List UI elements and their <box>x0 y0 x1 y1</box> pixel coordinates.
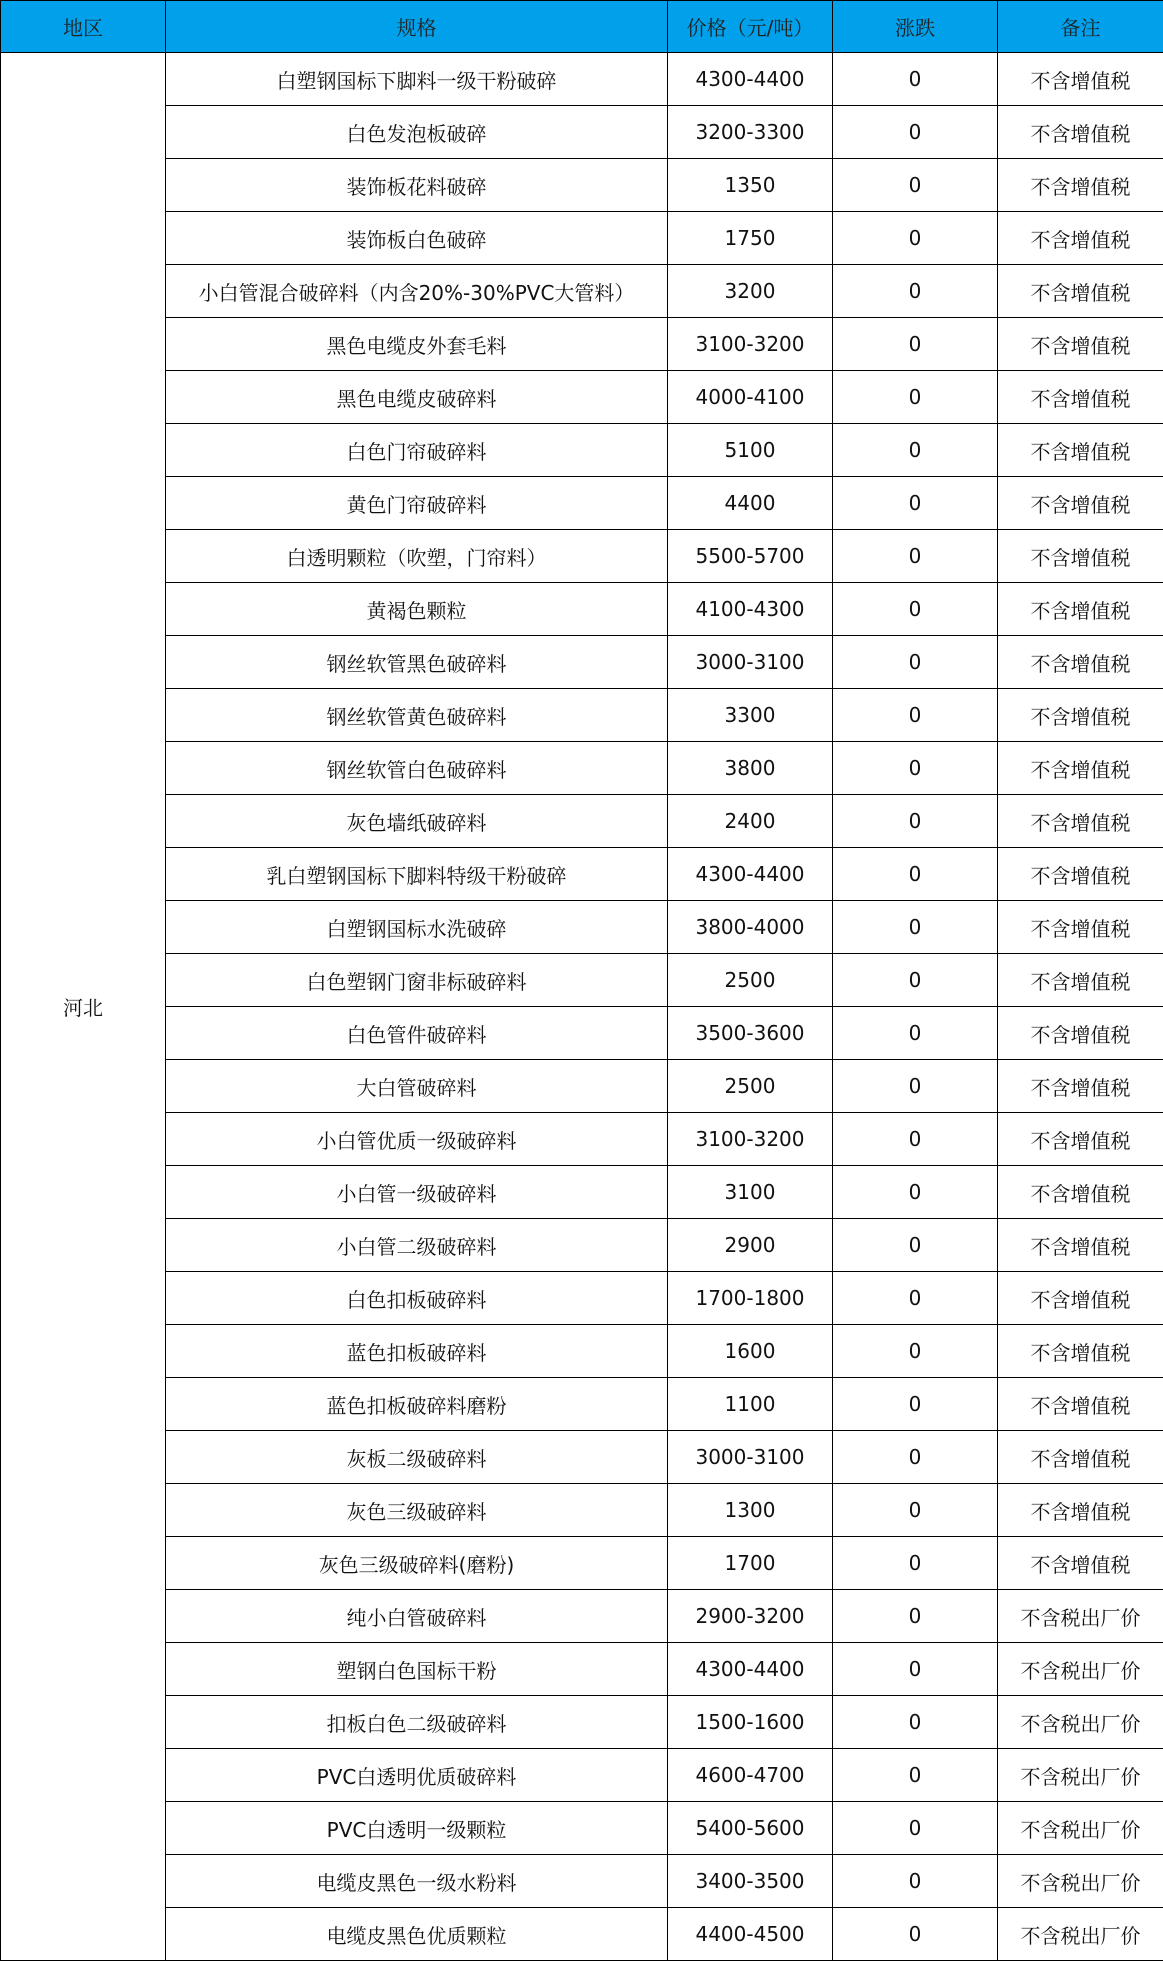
change-cell: 0 <box>833 742 998 795</box>
note-cell: 不含增值税 <box>998 53 1163 106</box>
price-cell: 2900 <box>668 1219 833 1272</box>
spec-cell: 小白管二级破碎料 <box>166 1219 668 1272</box>
change-cell: 0 <box>833 1272 998 1325</box>
spec-cell: 扣板白色二级破碎料 <box>166 1696 668 1749</box>
change-cell: 0 <box>833 636 998 689</box>
change-cell: 0 <box>833 1113 998 1166</box>
change-cell: 0 <box>833 1060 998 1113</box>
price-cell: 1100 <box>668 1378 833 1431</box>
spec-cell: 钢丝软管黄色破碎料 <box>166 689 668 742</box>
price-cell: 5400-5600 <box>668 1802 833 1855</box>
table-row <box>1 1431 1163 1484</box>
note-cell: 不含增值税 <box>998 583 1163 636</box>
table-row <box>1 371 1163 424</box>
spec-cell: 灰色三级破碎料 <box>166 1484 668 1537</box>
table-row <box>1 636 1163 689</box>
price-cell: 1600 <box>668 1325 833 1378</box>
table-row <box>1 1113 1163 1166</box>
change-cell: 0 <box>833 265 998 318</box>
change-cell: 0 <box>833 901 998 954</box>
spec-cell: 纯小白管破碎料 <box>166 1590 668 1643</box>
table-row <box>1 1749 1163 1802</box>
spec-cell: 白色扣板破碎料 <box>166 1272 668 1325</box>
price-cell: 2500 <box>668 1060 833 1113</box>
change-cell: 0 <box>833 848 998 901</box>
table-row <box>1 477 1163 530</box>
change-cell: 0 <box>833 1643 998 1696</box>
table-row <box>1 901 1163 954</box>
spec-cell: 塑钢白色国标干粉 <box>166 1643 668 1696</box>
table-row <box>1 689 1163 742</box>
table-row <box>1 106 1163 159</box>
spec-cell: 白色管件破碎料 <box>166 1007 668 1060</box>
change-cell: 0 <box>833 1484 998 1537</box>
spec-cell: 黄色门帘破碎料 <box>166 477 668 530</box>
table-row <box>1 1855 1163 1908</box>
note-cell: 不含税出厂价 <box>998 1908 1163 1961</box>
table-row <box>1 318 1163 371</box>
table-row <box>1 212 1163 265</box>
price-cell: 1700-1800 <box>668 1272 833 1325</box>
price-cell: 3200 <box>668 265 833 318</box>
note-cell: 不含增值税 <box>998 106 1163 159</box>
spec-cell: 白塑钢国标水洗破碎 <box>166 901 668 954</box>
price-cell: 4600-4700 <box>668 1749 833 1802</box>
spec-cell: 灰色三级破碎料(磨粉) <box>166 1537 668 1590</box>
spec-cell: PVC白透明优质破碎料 <box>166 1749 668 1802</box>
change-cell: 0 <box>833 424 998 477</box>
note-cell: 不含增值税 <box>998 1060 1163 1113</box>
table-row <box>1 1166 1163 1219</box>
note-cell: 不含增值税 <box>998 1007 1163 1060</box>
spec-cell: 小白管混合破碎料（内含20%-30%PVC大管料） <box>166 265 668 318</box>
change-cell: 0 <box>833 106 998 159</box>
change-cell: 0 <box>833 583 998 636</box>
price-cell: 1350 <box>668 159 833 212</box>
price-cell: 4300-4400 <box>668 53 833 106</box>
table-row <box>1 1643 1163 1696</box>
change-cell: 0 <box>833 1325 998 1378</box>
change-cell: 0 <box>833 1590 998 1643</box>
note-cell: 不含增值税 <box>998 848 1163 901</box>
spec-cell: 灰板二级破碎料 <box>166 1431 668 1484</box>
note-cell: 不含增值税 <box>998 742 1163 795</box>
table-row <box>1 424 1163 477</box>
price-cell: 3000-3100 <box>668 1431 833 1484</box>
change-cell: 0 <box>833 371 998 424</box>
price-cell: 3100-3200 <box>668 1113 833 1166</box>
change-cell: 0 <box>833 477 998 530</box>
table-row <box>1 1325 1163 1378</box>
table-row <box>1 954 1163 1007</box>
table-row <box>1 1590 1163 1643</box>
spec-cell: 钢丝软管白色破碎料 <box>166 742 668 795</box>
note-cell: 不含增值税 <box>998 954 1163 1007</box>
spec-cell: 电缆皮黑色优质颗粒 <box>166 1908 668 1961</box>
price-cell: 3200-3300 <box>668 106 833 159</box>
note-cell: 不含增值税 <box>998 1378 1163 1431</box>
note-cell: 不含税出厂价 <box>998 1802 1163 1855</box>
change-cell: 0 <box>833 1537 998 1590</box>
table-body <box>1 53 1163 1961</box>
note-cell: 不含增值税 <box>998 159 1163 212</box>
price-cell: 5100 <box>668 424 833 477</box>
spec-cell: 乳白塑钢国标下脚料特级干粉破碎 <box>166 848 668 901</box>
note-cell: 不含增值税 <box>998 424 1163 477</box>
price-cell: 1750 <box>668 212 833 265</box>
spec-cell: 白色发泡板破碎 <box>166 106 668 159</box>
price-cell: 4100-4300 <box>668 583 833 636</box>
change-cell: 0 <box>833 212 998 265</box>
change-cell: 0 <box>833 954 998 1007</box>
change-cell: 0 <box>833 1431 998 1484</box>
spec-cell: 装饰板白色破碎 <box>166 212 668 265</box>
change-cell: 0 <box>833 1696 998 1749</box>
table-row <box>1 1802 1163 1855</box>
note-cell: 不含增值税 <box>998 795 1163 848</box>
spec-cell: 黑色电缆皮外套毛料 <box>166 318 668 371</box>
price-cell: 1500-1600 <box>668 1696 833 1749</box>
price-cell: 4400 <box>668 477 833 530</box>
change-cell: 0 <box>833 1749 998 1802</box>
note-cell: 不含增值税 <box>998 1219 1163 1272</box>
table-row <box>1 583 1163 636</box>
change-cell: 0 <box>833 1007 998 1060</box>
note-cell: 不含税出厂价 <box>998 1696 1163 1749</box>
change-cell: 0 <box>833 1908 998 1961</box>
spec-cell: 灰色墙纸破碎料 <box>166 795 668 848</box>
spec-cell: 蓝色扣板破碎料 <box>166 1325 668 1378</box>
note-cell: 不含增值税 <box>998 1431 1163 1484</box>
header-change: 涨跌 <box>833 1 998 53</box>
change-cell: 0 <box>833 530 998 583</box>
price-cell: 3100 <box>668 1166 833 1219</box>
table-row <box>1 265 1163 318</box>
price-cell: 3500-3600 <box>668 1007 833 1060</box>
price-cell: 3800 <box>668 742 833 795</box>
note-cell: 不含增值税 <box>998 371 1163 424</box>
change-cell: 0 <box>833 1855 998 1908</box>
note-cell: 不含增值税 <box>998 530 1163 583</box>
price-cell: 3100-3200 <box>668 318 833 371</box>
table-row <box>1 1484 1163 1537</box>
note-cell: 不含增值税 <box>998 689 1163 742</box>
price-cell: 4000-4100 <box>668 371 833 424</box>
change-cell: 0 <box>833 1378 998 1431</box>
price-cell: 4400-4500 <box>668 1908 833 1961</box>
spec-cell: PVC白透明一级颗粒 <box>166 1802 668 1855</box>
change-cell: 0 <box>833 689 998 742</box>
note-cell: 不含增值税 <box>998 1272 1163 1325</box>
table-row <box>1 530 1163 583</box>
spec-cell: 大白管破碎料 <box>166 1060 668 1113</box>
header-region: 地区 <box>1 1 166 53</box>
price-cell: 3800-4000 <box>668 901 833 954</box>
price-cell: 1300 <box>668 1484 833 1537</box>
note-cell: 不含税出厂价 <box>998 1643 1163 1696</box>
table-row <box>1 1378 1163 1431</box>
price-cell: 4300-4400 <box>668 848 833 901</box>
note-cell: 不含增值税 <box>998 1113 1163 1166</box>
table-row <box>1 1219 1163 1272</box>
table-row <box>1 1060 1163 1113</box>
price-cell: 4300-4400 <box>668 1643 833 1696</box>
change-cell: 0 <box>833 1802 998 1855</box>
spec-cell: 装饰板花料破碎 <box>166 159 668 212</box>
note-cell: 不含税出厂价 <box>998 1749 1163 1802</box>
note-cell: 不含增值税 <box>998 1484 1163 1537</box>
header-row <box>1 1 1163 53</box>
table-row <box>1 1007 1163 1060</box>
spec-cell: 蓝色扣板破碎料磨粉 <box>166 1378 668 1431</box>
table-row <box>1 1537 1163 1590</box>
change-cell: 0 <box>833 159 998 212</box>
price-cell: 1700 <box>668 1537 833 1590</box>
note-cell: 不含增值税 <box>998 212 1163 265</box>
table-row <box>1 159 1163 212</box>
note-cell: 不含税出厂价 <box>998 1590 1163 1643</box>
spec-cell: 白色塑钢门窗非标破碎料 <box>166 954 668 1007</box>
note-cell: 不含增值税 <box>998 636 1163 689</box>
change-cell: 0 <box>833 53 998 106</box>
spec-cell: 钢丝软管黑色破碎料 <box>166 636 668 689</box>
note-cell: 不含增值税 <box>998 1166 1163 1219</box>
table-row <box>1 1696 1163 1749</box>
note-cell: 不含增值税 <box>998 477 1163 530</box>
spec-cell: 黄褐色颗粒 <box>166 583 668 636</box>
spec-cell: 电缆皮黑色一级水粉料 <box>166 1855 668 1908</box>
price-cell: 3300 <box>668 689 833 742</box>
table-row <box>1 1908 1163 1961</box>
spec-cell: 白透明颗粒（吹塑，门帘料） <box>166 530 668 583</box>
header-note: 备注 <box>998 1 1163 53</box>
note-cell: 不含增值税 <box>998 1325 1163 1378</box>
spec-cell: 黑色电缆皮破碎料 <box>166 371 668 424</box>
price-cell: 3400-3500 <box>668 1855 833 1908</box>
change-cell: 0 <box>833 1166 998 1219</box>
change-cell: 0 <box>833 795 998 848</box>
table-row <box>1 742 1163 795</box>
price-cell: 2400 <box>668 795 833 848</box>
change-cell: 0 <box>833 318 998 371</box>
spec-cell: 小白管一级破碎料 <box>166 1166 668 1219</box>
table-row <box>1 1272 1163 1325</box>
spec-cell: 小白管优质一级破碎料 <box>166 1113 668 1166</box>
region-cell: 河北 <box>1 53 166 1961</box>
table-header <box>1 1 1163 53</box>
header-spec: 规格 <box>166 1 668 53</box>
note-cell: 不含税出厂价 <box>998 1855 1163 1908</box>
table-row <box>1 795 1163 848</box>
spec-cell: 白色门帘破碎料 <box>166 424 668 477</box>
table-row <box>1 848 1163 901</box>
header-price: 价格（元/吨） <box>668 1 833 53</box>
note-cell: 不含增值税 <box>998 318 1163 371</box>
note-cell: 不含增值税 <box>998 1537 1163 1590</box>
note-cell: 不含增值税 <box>998 265 1163 318</box>
change-cell: 0 <box>833 1219 998 1272</box>
note-cell: 不含增值税 <box>998 901 1163 954</box>
price-cell: 2900-3200 <box>668 1590 833 1643</box>
spec-cell: 白塑钢国标下脚料一级干粉破碎 <box>166 53 668 106</box>
price-cell: 2500 <box>668 954 833 1007</box>
price-cell: 5500-5700 <box>668 530 833 583</box>
table-row <box>1 53 1163 106</box>
price-cell: 3000-3100 <box>668 636 833 689</box>
